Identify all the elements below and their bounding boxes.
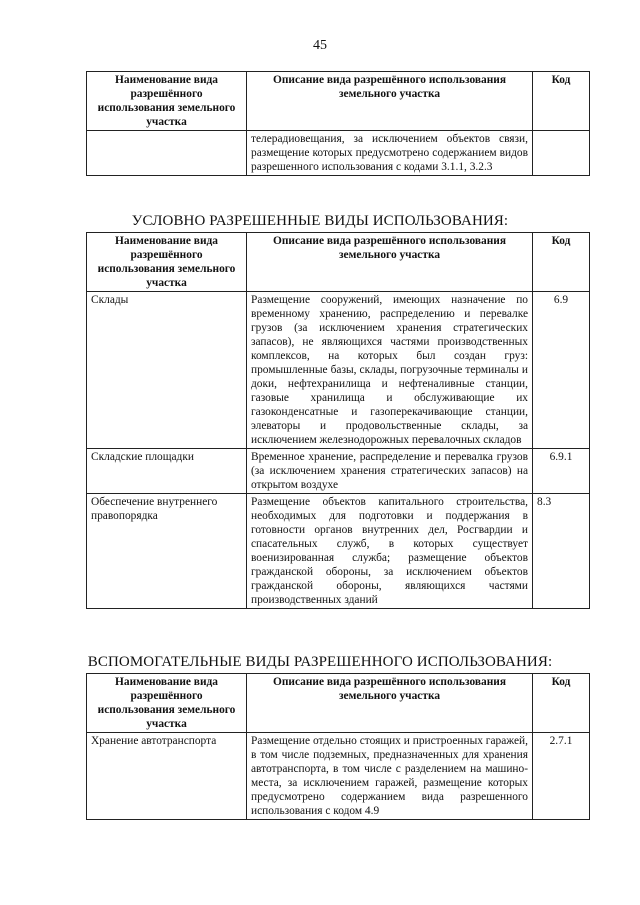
table-header-row xyxy=(87,233,590,292)
table-auxiliary-uses xyxy=(86,673,590,820)
table-row xyxy=(87,733,590,820)
cell-name: Складские площадки xyxy=(87,449,247,494)
table-header-row xyxy=(87,72,590,131)
cell-code: 8.3 xyxy=(533,494,590,609)
cell-code: 2.7.1 xyxy=(533,733,590,820)
header-code: Код xyxy=(533,233,590,292)
table-row xyxy=(87,494,590,609)
cell-description: Временное хранение, распределение и перевалка грузов (за исключением хранения стратегических запасов) на открытом воздухе xyxy=(247,449,533,494)
cell-name: Хранение автотранспорта xyxy=(87,733,247,820)
table-row xyxy=(87,292,590,449)
header-code: Код xyxy=(533,72,590,131)
header-description: Описание вида разрешённого использования земельного участка xyxy=(247,233,533,292)
cell-name xyxy=(87,131,247,176)
cell-name: Склады xyxy=(87,292,247,449)
section-heading-conditional: УСЛОВНО РАЗРЕШЕННЫЕ ВИДЫ ИСПОЛЬЗОВАНИЯ: xyxy=(131,213,509,229)
cell-code: 6.9.1 xyxy=(533,449,590,494)
header-description: Описание вида разрешённого использования земельного участка xyxy=(247,72,533,131)
table-conditional-uses xyxy=(86,232,590,609)
table-header-row xyxy=(87,674,590,733)
header-name: Наименование вида разрешённого использования земельного участка xyxy=(87,674,247,733)
header-description: Описание вида разрешённого использования земельного участка xyxy=(247,674,533,733)
cell-code: 6.9 xyxy=(533,292,590,449)
cell-description: Размещение отдельно стоящих и пристроенных гаражей, в том числе подземных, предназначенных для хранения автотранспорта, в том числе с разделением на машино-места, за исключением гаражей, размещение которых предусмотрено содержанием вида разрешенного использования с кодом 4.9 xyxy=(247,733,533,820)
header-code: Код xyxy=(533,674,590,733)
header-name: Наименование вида разрешённого использования земельного участка xyxy=(87,233,247,292)
cell-code xyxy=(533,131,590,176)
table-continuation xyxy=(86,71,590,176)
table-row xyxy=(87,449,590,494)
cell-description: телерадиовещания, за исключением объектов связи, размещение которых предусмотрено содержанием видов разрешенного использования с кодами 3.1.1, 3.2.3 xyxy=(247,131,533,176)
section-heading-auxiliary: ВСПОМОГАТЕЛЬНЫЕ ВИДЫ РАЗРЕШЕННОГО ИСПОЛЬЗОВАНИЯ: xyxy=(87,654,553,670)
cell-description: Размещение сооружений, имеющих назначение по временному хранению, распределению и перевалке грузов (за исключением хранения стратегических запасов), не являющихся частями производственных комплексов, на которых был создан груз: промышленные базы, склады, погрузочные терминалы и доки, нефтехранилища и нефтеналивные станции, газовые хранилища и обслуживающие их газоконденсатные и газоперекачивающие станции, элеваторы и продовольственные склады, за исключением железнодорожных перевалочных складов xyxy=(247,292,533,449)
cell-description: Размещение объектов капитального строительства, необходимых для подготовки и поддержания в готовности органов внутренних дел, Росгвардии и спасательных служб, в которых существует военизированная служба; размещение объектов гражданской обороны, за исключением объектов гражданской обороны, являющихся частями производственных зданий xyxy=(247,494,533,609)
header-name: Наименование вида разрешённого использования земельного участка xyxy=(87,72,247,131)
table-row xyxy=(87,131,590,176)
cell-name: Обеспечение внутреннего правопорядка xyxy=(87,494,247,609)
page-number: 45 xyxy=(313,38,327,53)
